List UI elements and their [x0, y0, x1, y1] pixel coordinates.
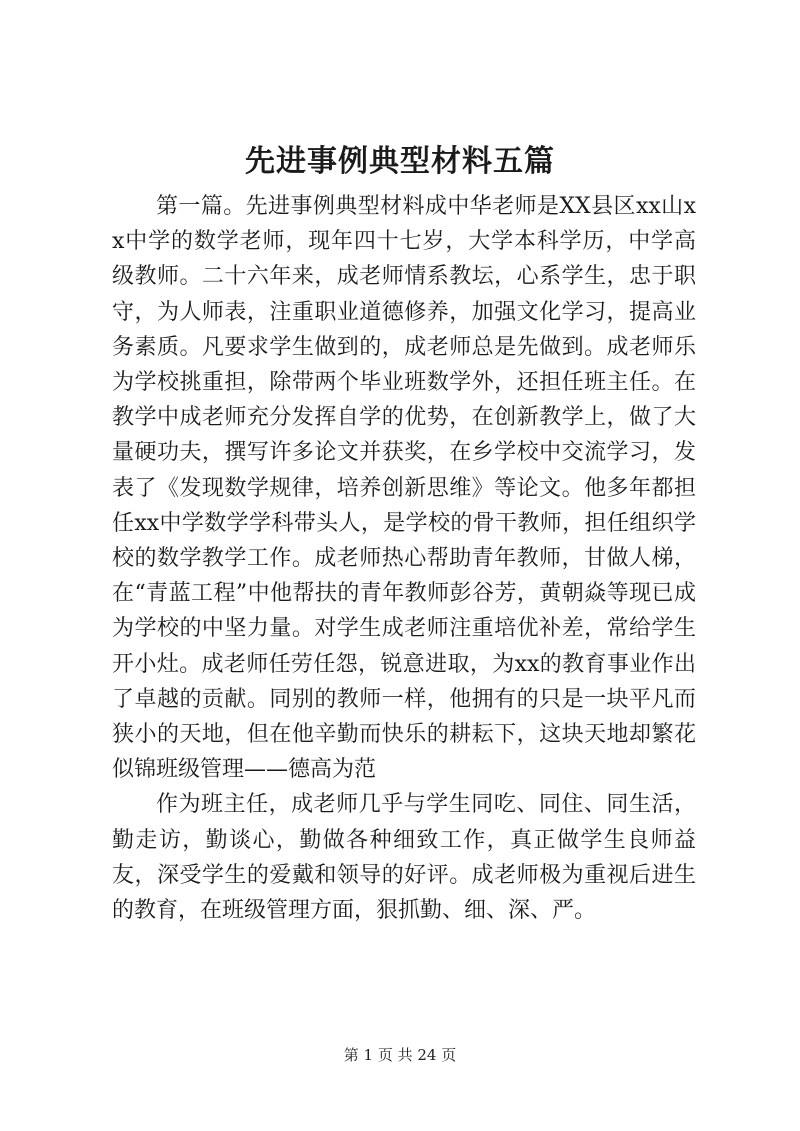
- paragraph-1: 第一篇。先进事例典型材料成中华老师是XX县区xx山xx中学的数学老师，现年四十七岁，大学本科学历，中学高级教师。二十六年来，成老师情系教坛，心系学生，忠于职守，为人师表，注重职业道德修养，加强文化学习，提高业务素质。凡要求学生做到的，成老师总是先做到。成老师乐为学校挑重担，除带两个毕业班数学外，还担任班主任。在教学中成老师充分发挥自学的优势，在创新教学上，做了大量硬功夫，撰写许多论文并获奖，在乡学校中交流学习，发表了《发现数学规律，培养创新思维》等论文。他多年都担任xx中学数学学科带头人，是学校的骨干教师，担任组织学校的数学教学工作。成老师热心帮助青年教师，甘做人梯，在“青蓝工程”中他帮扶的青年教师彭谷芳，黄朝焱等现已成为学校的中坚力量。对学生成老师注重培优补差，常给学生开小灶。成老师任劳任怨，锐意进取，为xx的教育事业作出了卓越的贡献。同别的教师一样，他拥有的只是一块平凡而狭小的天地，但在他辛勤而快乐的耕耘下，这块天地却繁花似锦班级管理——德高为范: [112, 194, 696, 783]
- paragraph-2: 作为班主任，成老师几乎与学生同吃、同住、同生活，勤走访，勤谈心，勤做各种细致工作，真正做学生良师益友，深受学生的爱戴和领导的好评。成老师极为重视后进生的教育，在班级管理方面，狠抓勤、细、深、严。: [112, 792, 696, 924]
- page-footer: 第 1 页 共 24 页: [343, 1046, 457, 1064]
- document-title: 先进事例典型材料五篇: [245, 144, 555, 179]
- document-body: [112, 189, 696, 928]
